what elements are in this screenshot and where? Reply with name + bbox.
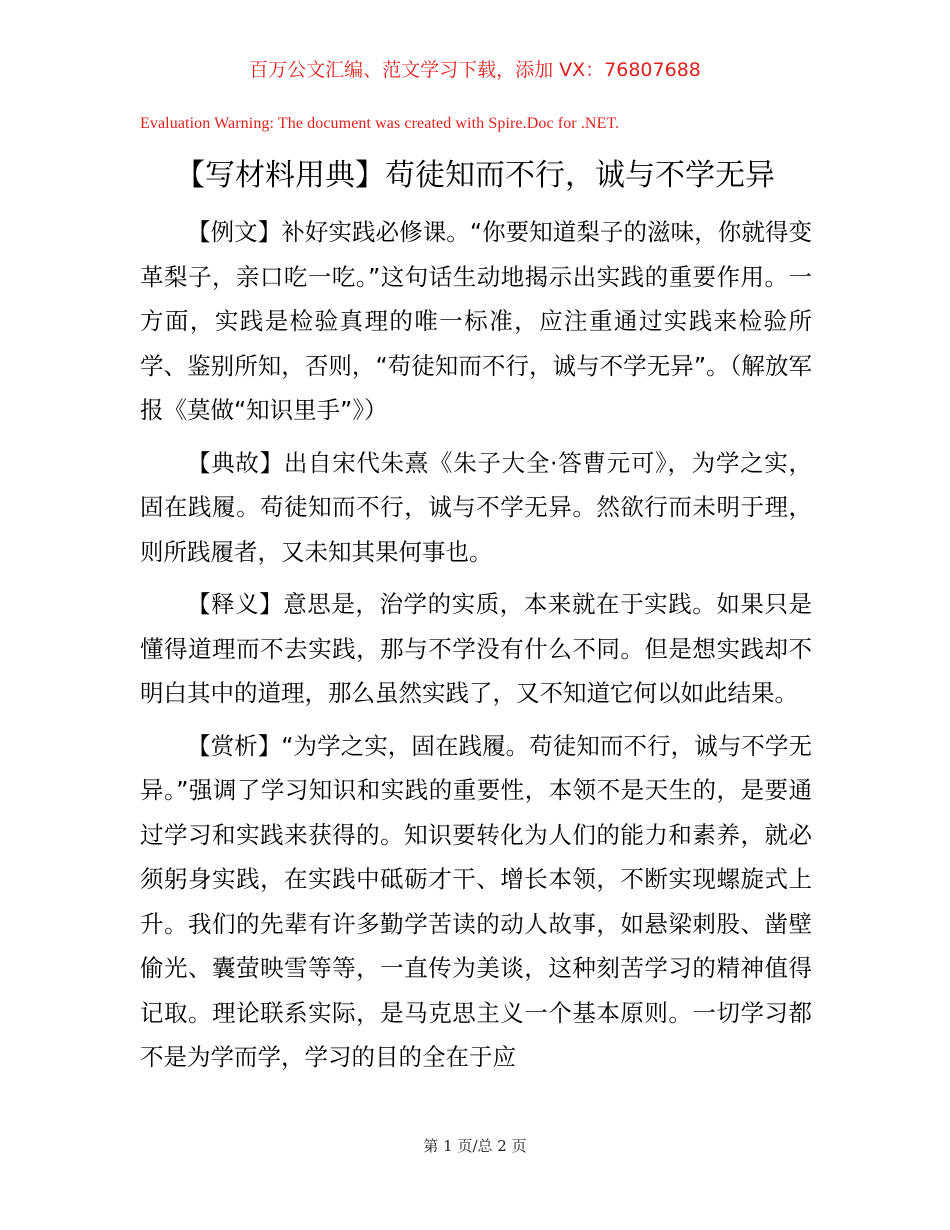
- paragraph-text: 出自宋代朱熹《朱子大全·答曹元可》，为学之实，固在践履。苟徒知而不行，诚与不学无异。然欲行而未明于理，则所践履者，又未知其果何事也。: [140, 448, 812, 566]
- paragraph-example: [140, 210, 812, 433]
- document-title: 【写材料用典】苟徒知而不行，诚与不学无异: [175, 158, 775, 193]
- paragraph-tag: 【例文】: [187, 218, 282, 246]
- paragraph-text: 意思是，治学的实质，本来就在于实践。如果只是懂得道理而不去实践，那与不学没有什么不同。但是想实践却不明白其中的道理，那么虽然实践了，又不知道它何以如此结果。: [140, 590, 813, 707]
- page-footer: 第 1 页/总 2 页: [423, 1137, 527, 1155]
- paragraph-tag: 【赏析】: [187, 731, 282, 760]
- paragraph-tag: 【释义】: [187, 590, 284, 618]
- paragraph-meaning: [140, 582, 812, 716]
- paragraph-allusion: [140, 441, 812, 575]
- paragraph-text: “为学之实，固在践履。苟徒知而不行，诚与不学无异。”强调了学习知识和实践的重要性，本领不是天生的，是要通过学习和实践来获得的。知识要转化为人们的能力和素养，就必须躬身实践，在实践中砥砺才干、增长本领，不断实现螺旋式上升。我们的先辈有许多勤学苦读的动人故事，如悬梁刺股、凿壁偷光、囊萤映雪等等，一直传为美谈，这种刻苦学习的精神值得记取。理论联系实际，是马克思主义一个基本原则。一切学习都不是为学而学，学习的目的全在于应: [140, 731, 812, 1071]
- header-banner: 百万公文汇编、范文学习下载，添加 VX：76807688: [249, 59, 701, 81]
- paragraph-appreciation: [140, 724, 812, 1080]
- paragraph-tag: 【典故】: [187, 448, 284, 477]
- evaluation-warning: Evaluation Warning: The document was created with Spire.Doc for .NET.: [140, 115, 620, 132]
- paragraph-text: 补好实践必修课。“你要知道梨子的滋味，你就得变革梨子，亲口吃一吃。”这句话生动地揭示出实践的重要作用。一方面，实践是检验真理的唯一标准，应注重通过实践来检验所学、鉴别所知，否则，“苟徒知而不行，诚与不学无异”。（解放军报《莫做“知识里手”》）: [140, 218, 812, 424]
- document-body: [140, 210, 812, 1080]
